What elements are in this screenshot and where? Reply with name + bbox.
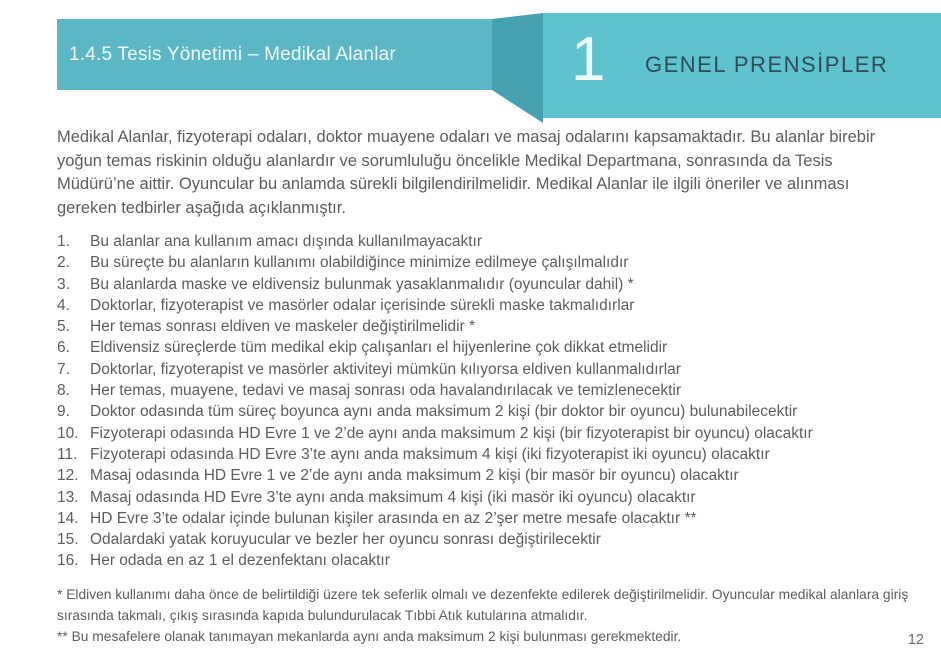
list-item-number: 15. bbox=[57, 531, 79, 549]
list-item-number: 3. bbox=[57, 275, 70, 293]
list-item-number: 13. bbox=[57, 488, 79, 506]
list-item bbox=[57, 274, 925, 295]
list-item-number: 1. bbox=[57, 233, 70, 250]
list-item-text: Doktor odasında tüm süreç boyunca aynı anda maksimum 2 kişi (bir doktor bir oyuncu) bulunabilecektir bbox=[90, 403, 798, 421]
list-item-text: Bu alanlar ana kullanım amacı dışında kullanılmayacaktır bbox=[90, 233, 483, 250]
list-item bbox=[57, 508, 925, 529]
list-item-text: Her odada en az 1 el dezenfektanı olacaktır bbox=[90, 552, 390, 570]
chapter-number: 1 bbox=[571, 25, 606, 94]
section-title: 1.4.5 Tesis Yönetimi – Medikal Alanlar bbox=[69, 43, 396, 65]
list-item bbox=[57, 550, 925, 571]
list-item-number: 10. bbox=[57, 424, 79, 442]
list-item bbox=[57, 337, 925, 358]
list-item-text: Bu süreçte bu alanların kullanımı olabildiğince minimize edilmeye çalışılmalıdır bbox=[90, 254, 629, 272]
list-item-number: 14. bbox=[57, 509, 79, 527]
page-number: 12 bbox=[907, 632, 924, 648]
list-item bbox=[57, 529, 925, 550]
list-item bbox=[57, 295, 925, 316]
list-item-number: 4. bbox=[57, 296, 70, 314]
list-item-number: 8. bbox=[57, 382, 70, 400]
list-item-text: Fizyoterapi odasında HD Evre 1 ve 2’de aynı anda maksimum 2 kişi (bir fizyoterapist bir oyuncu) olacaktır bbox=[90, 424, 813, 442]
footnotes bbox=[57, 584, 937, 647]
footnote-single-asterisk: * Eldiven kullanımı daha önce de belirtildiği üzere tek seferlik olmalı ve dezenfekte edilerek değiştirilmelidir. Oyuncular medikal alanlara giriş sırasında takmalı, çıkış sırasında kapıda bulundurulacak Tıbbi Atık kutularına atmalıdır. bbox=[57, 587, 909, 623]
list-item bbox=[57, 231, 925, 252]
footnote-double-asterisk: ** Bu mesafelere olanak tanımayan mekanlarda aynı anda maksimum 2 kişi bulunması gerekmektedir. bbox=[57, 629, 682, 644]
list-item-number: 5. bbox=[57, 318, 70, 336]
list-item-text: Doktorlar, fizyoterapist ve masörler aktiviteyi mümkün kılıyorsa eldiven kullanmalıdırlar bbox=[90, 360, 681, 378]
list-item-text: Odalardaki yatak koruyucular ve bezler her oyuncu sonrası değiştirilecektir bbox=[90, 531, 601, 549]
list-item bbox=[57, 316, 925, 337]
list-item-number: 9. bbox=[57, 403, 70, 421]
list-item bbox=[57, 465, 925, 486]
list-item bbox=[57, 401, 925, 422]
list-item-text: Eldivensiz süreçlerde tüm medikal ekip çalışanları el hijyenlerine çok dikkat etmelidir bbox=[90, 339, 668, 357]
list-item-text: Fizyoterapi odasında HD Evre 3’te aynı anda maksimum 4 kişi (iki fizyoterapist iki oyuncu) olacaktır bbox=[90, 445, 770, 463]
list-item-number: 12. bbox=[57, 467, 79, 485]
list-item bbox=[57, 444, 925, 465]
list-item-number: 6. bbox=[57, 339, 70, 357]
list-item bbox=[57, 423, 925, 444]
list-item-number: 16. bbox=[57, 552, 79, 570]
list-item-text: Her temas sonrası eldiven ve maskeler değiştirilmelidir * bbox=[90, 318, 476, 336]
list-item-text: HD Evre 3’te odalar içinde bulunan kişiler arasında en az 2’şer metre mesafe olacaktır ** bbox=[90, 509, 697, 527]
list-item bbox=[57, 487, 925, 508]
list-item bbox=[57, 359, 925, 380]
principles-list bbox=[57, 231, 925, 572]
list-item-text: Bu alanlarda maske ve eldivensiz bulunmak yasaklanmalıdır (oyuncular dahil) * bbox=[90, 275, 634, 293]
chapter-banner bbox=[543, 13, 941, 118]
list-item bbox=[57, 380, 925, 401]
section-title-banner bbox=[57, 19, 492, 90]
intro-paragraph: Medikal Alanlar, fizyoterapi odaları, doktor muayene odaları ve masaj odalarını kapsamaktadır. Bu alanlar birebir yoğun temas riskinin olduğu alanlardır ve sorumluluğu öncelikle Medikal Departmana, sonrasında da Tesis Müdürü’ne aittir. Oyuncular bu anlamda sürekli bilgilendirilmelidir. Medikal Alanlar ile ilgili öneriler ve alınması gereken tedbirler aşağıda açıklanmıştır. bbox=[57, 128, 876, 217]
list-item-number: 2. bbox=[57, 254, 70, 272]
list-item-number: 7. bbox=[57, 360, 70, 378]
list-item-text: Masaj odasında HD Evre 1 ve 2’de aynı anda maksimum 2 kişi (bir masör bir oyuncu) olacaktır bbox=[90, 467, 739, 485]
chapter-title: GENEL PRENSİPLER bbox=[645, 52, 889, 77]
list-item-number: 11. bbox=[57, 445, 78, 463]
list-item-text: Doktorlar, fizyoterapist ve masörler odalar içerisinde sürekli maske takmalıdırlar bbox=[90, 296, 635, 314]
list-item bbox=[57, 252, 925, 273]
list-item-text: Her temas, muayene, tedavi ve masaj sonrası oda havalandırılacak ve temizlenecektir bbox=[90, 382, 682, 400]
ribbon-fold-icon bbox=[492, 13, 543, 123]
list-item-text: Masaj odasında HD Evre 3’te aynı anda maksimum 4 kişi (iki masör iki oyuncu) olacaktır bbox=[90, 488, 696, 506]
